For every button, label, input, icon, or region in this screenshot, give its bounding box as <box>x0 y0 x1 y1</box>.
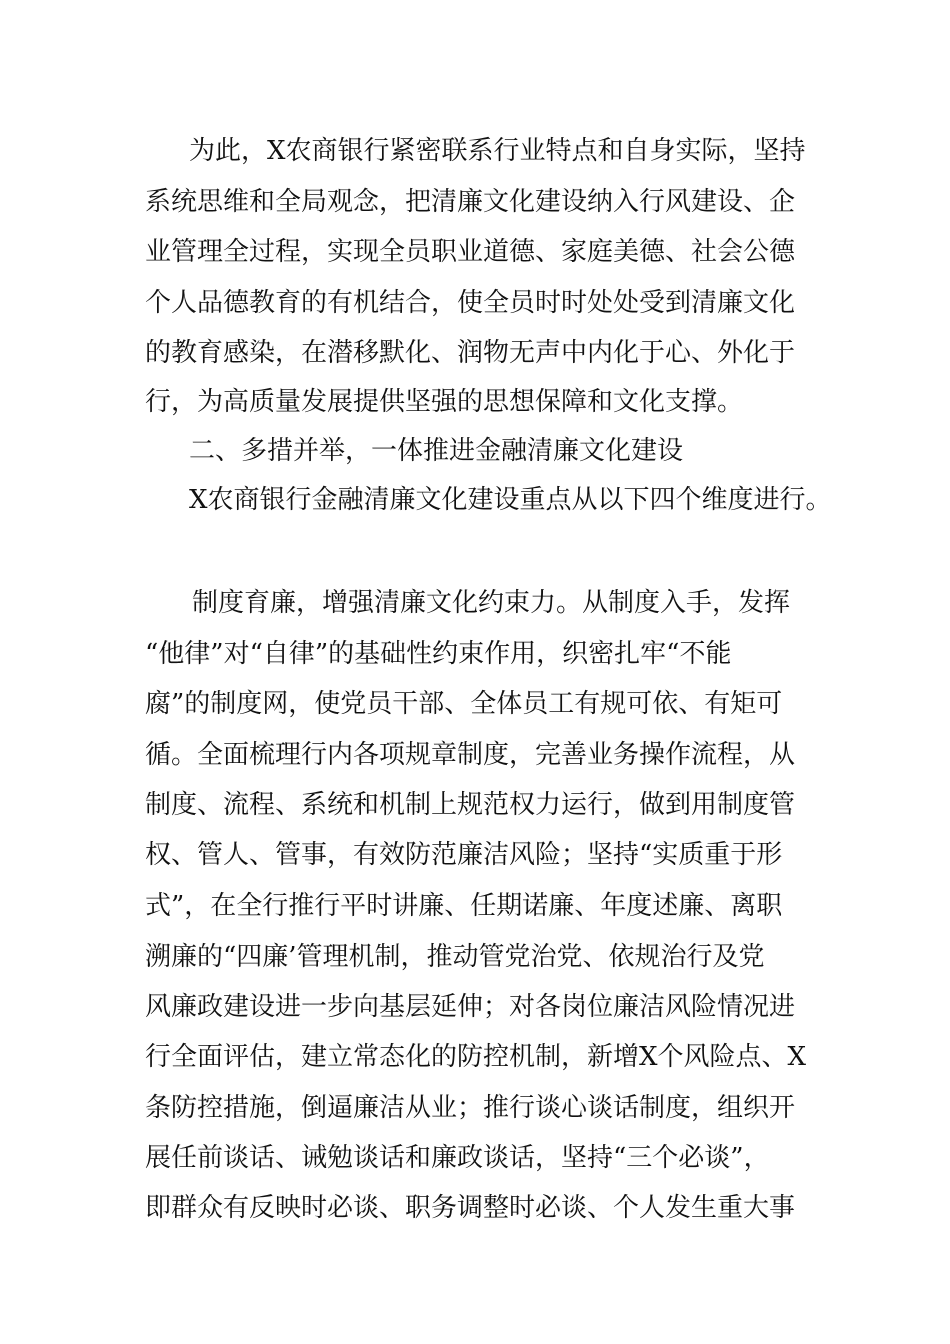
text-line: 即群众有反映时必谈、职务调整时必谈、个人发生重大事 <box>145 1193 796 1223</box>
text-line: 展任前谈话、诫勉谈话和廉政谈话，坚持“三个必谈”， <box>145 1143 770 1173</box>
text-line: 为此，X农商银行紧密联系行业特点和自身实际，坚持 <box>189 136 806 166</box>
text-line: X农商银行金融清廉文化建设重点从以下四个维度进行。 <box>189 485 832 515</box>
text-line: 权、管人、管事，有效防范廉洁风险；坚持“实质重于形 <box>145 840 783 870</box>
text-line: 行全面评估，建立常态化的防控机制，新增X个风险点、X <box>145 1042 807 1072</box>
text-line: 行，为高质量发展提供坚强的思想保障和文化支撑。 <box>145 387 744 417</box>
text-line: 制度育廉，增强清廉文化约束力。从制度入手，发挥 <box>192 588 791 618</box>
text-line: 腐”的制度网，使党员干部、全体员工有规可依、有矩可 <box>145 689 783 719</box>
text-line: 条防控措施，倒逼廉洁从业；推行谈心谈话制度，组织开 <box>145 1093 796 1123</box>
text-line: 业管理全过程，实现全员职业道德、家庭美德、社会公德 <box>145 237 796 267</box>
text-line: 制度、流程、系统和机制上规范权力运行，做到用制度管 <box>145 790 796 820</box>
text-line: 溯廉的“四廉’管理机制，推动管党治党、依规治行及党 <box>145 942 765 972</box>
text-line: 风廉政建设进一步向基层延伸；对各岗位廉洁风险情况进 <box>145 992 796 1022</box>
section-heading: 二、多措并举，一体推进金融清廉文化建设 <box>189 436 684 466</box>
text-line: “他律”对“自律”的基础性约束作用，织密扎牢“不能 <box>145 639 732 669</box>
text-line: 循。全面梳理行内各项规章制度，完善业务操作流程，从 <box>145 740 796 770</box>
text-line: 系统思维和全局观念，把清廉文化建设纳入行风建设、企 <box>145 187 796 217</box>
text-line: 个人品德教育的有机结合，使全员时时处处受到清廉文化 <box>145 288 796 318</box>
text-line: 式”，在全行推行平时讲廉、任期诺廉、年度述廉、离职 <box>145 891 783 921</box>
text-line: 的教育感染，在潜移默化、润物无声中内化于心、外化于 <box>145 338 796 368</box>
